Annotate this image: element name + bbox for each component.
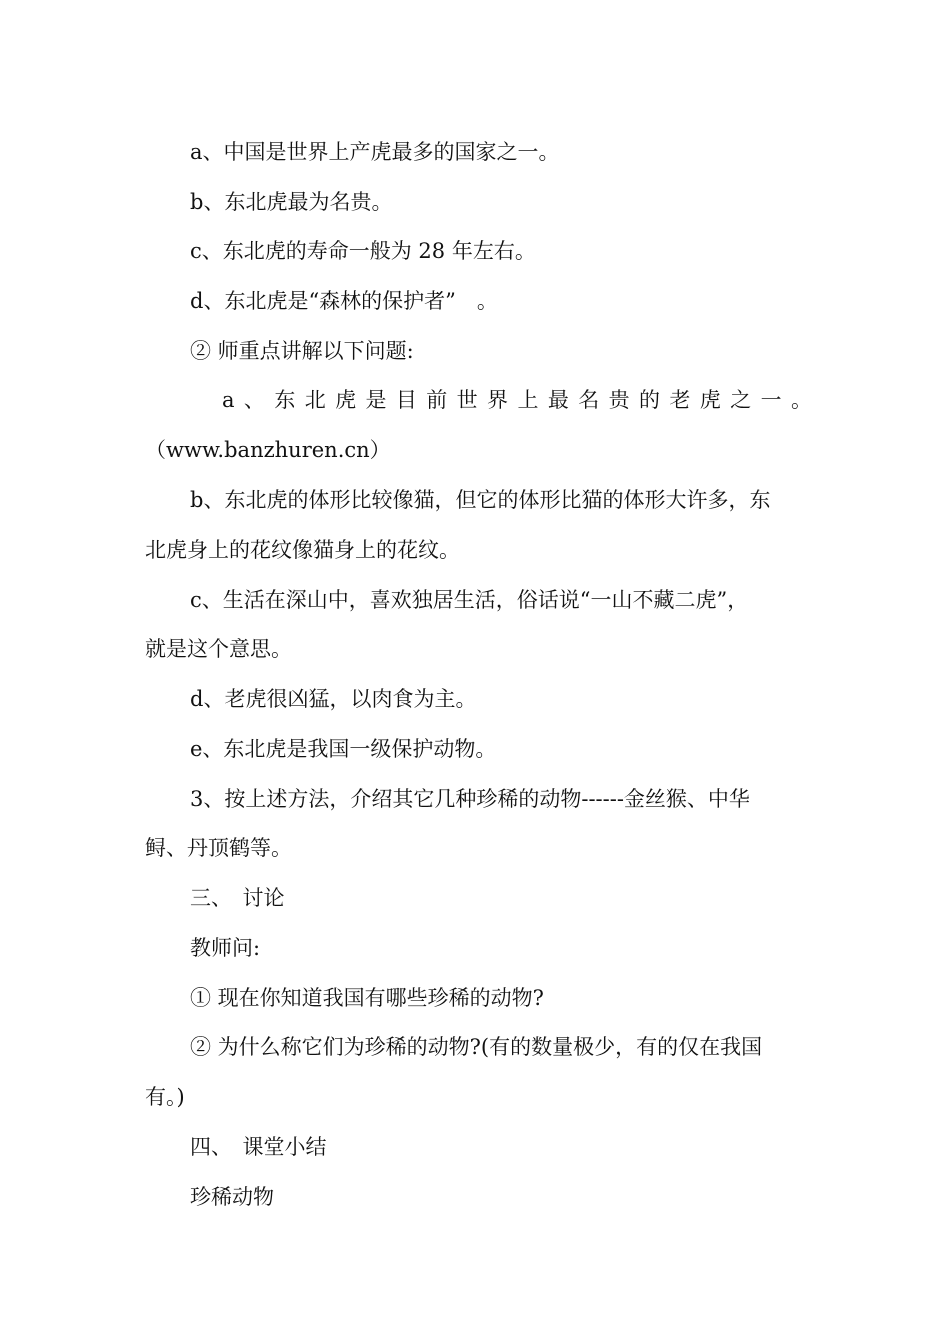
justified-char: 之: [730, 388, 752, 412]
section-heading: 三、 讨论: [190, 886, 285, 910]
justified-char: 上: [517, 388, 539, 412]
paragraph-line: 教师问:: [190, 936, 261, 960]
paragraph-line: 有。): [145, 1085, 185, 1109]
paragraph-line: 珍稀动物: [190, 1185, 274, 1209]
justified-char: 北: [304, 388, 326, 412]
justified-char: 贵: [608, 388, 630, 412]
justified-char: 世: [456, 388, 478, 412]
justified-char: 一: [760, 388, 782, 412]
justified-char: 老: [669, 388, 691, 412]
paragraph-line: 就是这个意思。: [145, 637, 292, 661]
paragraph-line: e、东北虎是我国一级保护动物。: [190, 737, 497, 761]
paragraph-line: 鲟、丹顶鹤等。: [145, 836, 292, 860]
justified-char: a: [222, 388, 235, 412]
justified-char: 界: [487, 388, 509, 412]
link-text: （www.banzhuren.cn）: [145, 438, 391, 462]
paragraph-line: d、老虎很凶猛，以肉食为主。: [190, 687, 477, 711]
paragraph-line: ② 为什么称它们为珍稀的动物?(有的数量极少，有的仅在我国: [190, 1035, 763, 1059]
paragraph-line: c、生活在深山中，喜欢独居生活，俗话说“一山不藏二虎”，: [190, 588, 749, 612]
paragraph-line: ① 现在你知道我国有哪些珍稀的动物?: [190, 986, 544, 1010]
justified-char: 的: [639, 388, 660, 412]
justified-char: 。: [790, 388, 812, 412]
paragraph-line: b、东北虎的体形比较像猫，但它的体形比猫的体形大许多，东: [190, 488, 771, 512]
justified-char: 东: [274, 388, 296, 412]
paragraph-line: a、中国是世界上产虎最多的国家之一。: [190, 140, 560, 164]
paragraph-line: d、东北虎是“森林的保护者” 。: [190, 289, 498, 313]
justified-line: [222, 385, 812, 415]
justified-char: 虎: [335, 388, 357, 412]
justified-char: 前: [426, 388, 448, 412]
paragraph-line: 北虎身上的花纹像猫身上的花纹。: [145, 538, 460, 562]
paragraph-line: c、东北虎的寿命一般为 28 年左右。: [190, 239, 536, 263]
justified-char: 虎: [699, 388, 721, 412]
justified-char: 名: [578, 388, 600, 412]
paragraph-line: b、东北虎最为名贵。: [190, 190, 393, 214]
paragraph-line: 3、按上述方法，介绍其它几种珍稀的动物------金丝猴、中华: [190, 787, 750, 811]
justified-char: 是: [365, 388, 387, 412]
justified-char: 目: [395, 388, 417, 412]
justified-char: 、: [243, 388, 265, 412]
paragraph-line: ② 师重点讲解以下问题:: [190, 339, 414, 363]
section-heading: 四、 课堂小结: [190, 1135, 327, 1159]
justified-char: 最: [547, 388, 569, 412]
